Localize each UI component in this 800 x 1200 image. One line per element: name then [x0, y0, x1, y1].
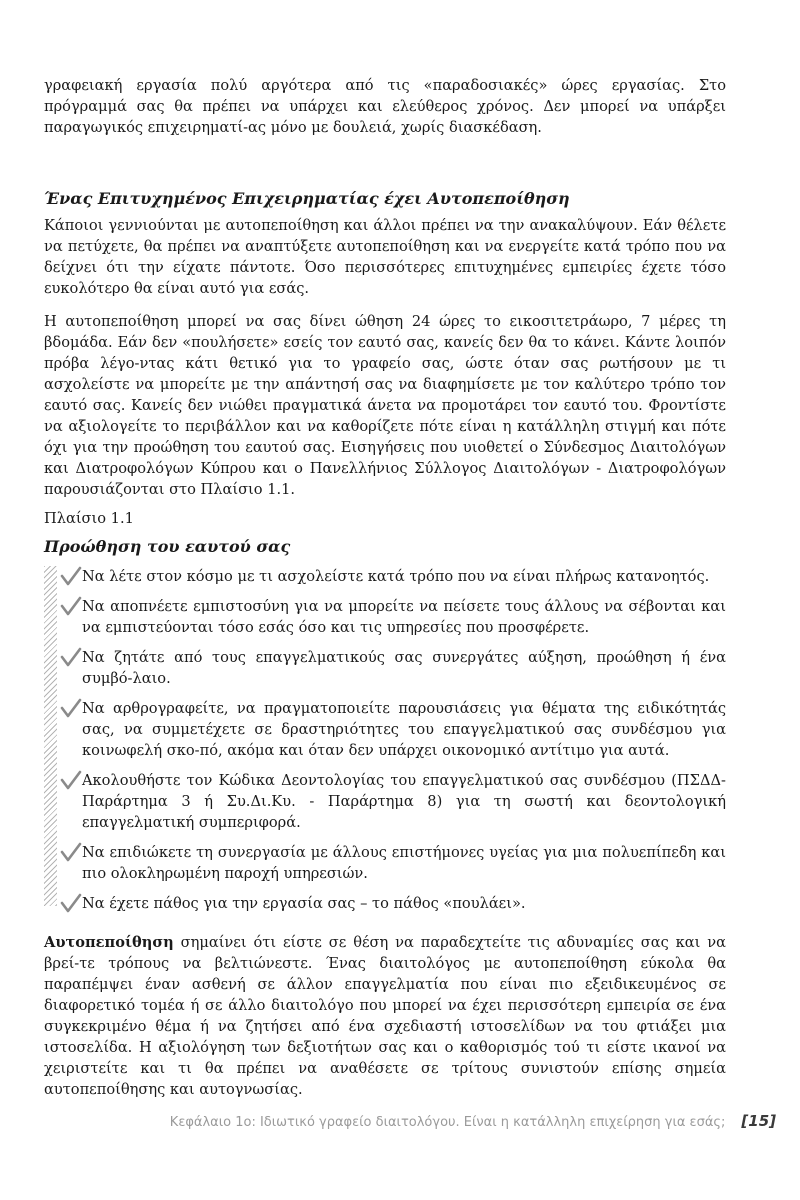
list-item-text: Να λέτε στον κόσμο με τι ασχολείστε κατά τρόπο που να είναι πλήρως κατανοητός.	[82, 568, 710, 585]
section-paragraph-2: Η αυτοπεποίθηση μπορεί να σας δίνει ώθηση 24 ώρες το εικοσιτετράωρο, 7 μέρες τη βδομάδα. Εάν δεν «πουλήσετε» εσείς τον εαυτό σας, κανείς δεν θα το κάνει. Κάντε λοιπόν πρόβα λέγο-ντας κάτι θετικό για το γραφείο σας, ώστε όταν σας ρωτήσουν με τι ασχολείστε να μπορείτε με την απάντησή σας να διαφημίσετε με τον καλύτερο τρόπο τον εαυτό σας. Κανείς δεν νιώθει πραγματικά άνετα να προμοτάρει τον εαυτό του. Φροντίστε να αξιολογείτε το περιβάλλον και να καθορίζετε πότε είναι η κατάλληλη στιγμή και πότε όχι για την προώθηση του εαυτού σας. Εισηγήσεις που υιοθετεί ο Σύνδεσμος Διαιτολόγων και Διατροφολόγων Κύπρου και ο Πανελλήνιος Σύλλογος Διαιτολόγων - Διατροφολόγων παρουσιάζονται στο Πλαίσιο 1.1.	[44, 313, 726, 498]
checkmark-icon	[60, 893, 82, 914]
footer-chapter-title: Κεφάλαιο 1ο: Ιδιωτικό γραφείο διαιτολόγου. Είναι η κατάλληλη επιχείρηση για εσάς;	[169, 1115, 726, 1130]
closing-text: σημαίνει ότι είστε σε θέση να παραδεχτείτε τις αδυναμίες σας και να βρεί-τε τρόπους να βελτιώνεστε. Ένας διαιτολόγος με αυτοπεποίθηση εύκολα θα παραπέμψει έναν ασθενή σε άλλον επαγγελματία που είναι πιο εξειδικευμένος σε διαφορετικό τομέα ή σε άλλο διαιτολόγο που μπορεί να έχει περισσότερη εμπειρία σε ένα συγκεκριμένο θέμα ή να ζητήσει από ένα σχεδιαστή ιστοσελίδων να του φτιάξει μια ιστοσελίδα. Η αξιολόγηση των δεξιοτήτων σας και ο καθορισμός τού τι είστε ικανοί να χειριστείτε και τι θα πρέπει να αναθέσετε σε τρίτους συνιστούν επίσης σημεία αυτοπεποίθησης και αυτογνωσίας.	[44, 934, 726, 1098]
checkmark-icon	[60, 698, 82, 719]
section-body	[44, 215, 726, 500]
list-item-text: Ακολουθήστε τον Κώδικα Δεοντολογίας του επαγγελματικού σας συνδέσμου (ΠΣΔΔ-Παράρτημα 3 ή Συ.Δι.Κυ. - Παράρτημα 8) για τη σωστή και δεοντολογική επαγγελματική συμπεριφορά.	[82, 772, 726, 831]
box-title: Προώθηση του εαυτού σας	[44, 537, 291, 556]
checkmark-icon	[60, 647, 82, 668]
box-label: Πλαίσιο 1.1	[44, 510, 134, 527]
list-item	[60, 698, 726, 761]
list-item-text: Να αποπνέετε εμπιστοσύνη για να μπορείτε να πείσετε τους άλλους να σέβονται και να εμπιστεύονται τόσο εσάς όσο και τις υπηρεσίες που προσφέρετε.	[82, 598, 726, 636]
page-footer	[44, 1112, 776, 1130]
list-item-text: Να ζητάτε από τους επαγγελματικούς σας συνεργάτες αύξηση, προώθηση ή ένα συμβό-λαιο.	[82, 649, 726, 687]
section-paragraph-1: Κάποιοι γεννιούνται με αυτοπεποίθηση και άλλοι πρέπει να την ανακαλύψουν. Εάν θέλετε να πετύχετε, θα πρέπει να αναπτύξετε αυτοπεποίθηση και να ενεργείτε κατά τρόπο που να δείχνει ότι την είχατε πάντοτε. Όσο περισσότερες επιτυχημένες εμπειρίες έχετε τόσο ευκολότερο θα είναι αυτό για εσάς.	[44, 217, 726, 297]
checkmark-icon	[60, 842, 82, 863]
intro-paragraph: γραφειακή εργασία πολύ αργότερα από τις «παραδοσιακές» ώρες εργασίας. Στο πρόγραμμά σας θα πρέπει να υπάρχει και ελεύθερος χρόνος. Δεν μπορεί να υπάρξει παραγωγικός επιχειρηματί-ας μόνο με δουλειά, χωρίς διασκέδαση.	[44, 77, 726, 136]
box-side-stripe	[44, 566, 57, 906]
list-item-text: Να επιδιώκετε τη συνεργασία με άλλους επιστήμονες υγείας για μια πολυεπίπεδη και πιο ολοκληρωμένη παροχή υπηρεσιών.	[82, 844, 726, 882]
checkmark-icon	[60, 770, 82, 791]
list-item	[60, 566, 726, 587]
box-checklist	[60, 566, 726, 923]
checkmark-icon	[60, 596, 82, 617]
closing-bold-term: Αυτοπεποίθηση	[44, 934, 174, 951]
page-number: [15]	[741, 1112, 776, 1130]
section-heading: Ένας Επιτυχημένος Επιχειρηματίας έχει Αυτοπεποίθηση	[44, 189, 570, 208]
list-item	[60, 647, 726, 689]
list-item	[60, 893, 726, 914]
list-item-text: Να έχετε πάθος για την εργασία σας – το πάθος «πουλάει».	[82, 895, 526, 912]
list-item-text: Να αρθρογραφείτε, να πραγματοποιείτε παρουσιάσεις για θέματα της ειδικότητάς σας, να συμμετέχετε σε δραστηριότητες του επαγγελματικού σας συνδέσμου για κοινωφελή σκο-πό, ακόμα και όταν δεν υπάρχει οικονομικό αντίτιμο για αυτά.	[82, 700, 726, 759]
list-item	[60, 596, 726, 638]
list-item	[60, 842, 726, 884]
list-item	[60, 770, 726, 833]
checkmark-icon	[60, 566, 82, 587]
closing-paragraph	[44, 932, 726, 1100]
